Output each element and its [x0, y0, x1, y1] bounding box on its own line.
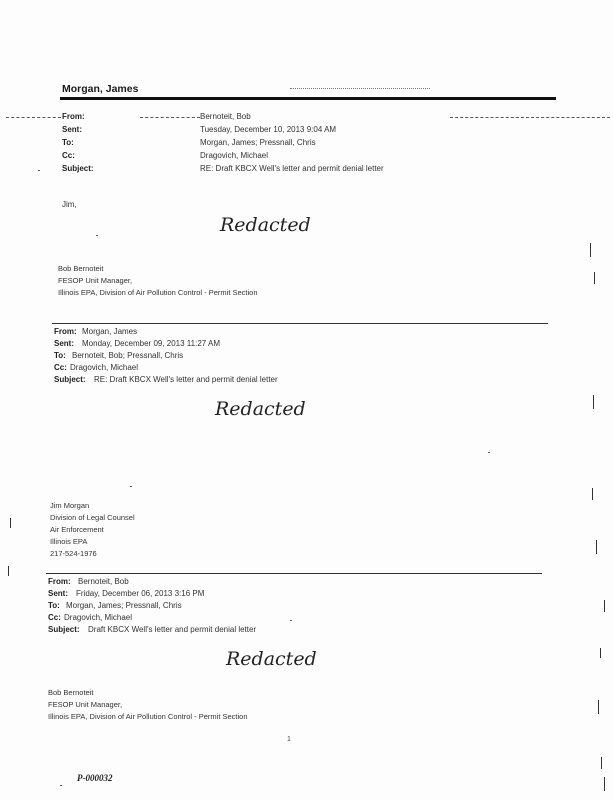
from-label: From: — [54, 327, 77, 336]
page-number: 1 — [287, 736, 291, 743]
to-value: Morgan, James; Pressnall, Chris — [66, 601, 182, 610]
cc-label: Cc: — [54, 363, 67, 372]
scan-artifact-mark — [8, 566, 9, 576]
subject-label: Subject: — [62, 164, 94, 173]
from-value: Bernoteit, Bob — [200, 112, 251, 121]
scan-artifact-mark — [600, 648, 601, 658]
scan-artifact-mark — [593, 395, 594, 409]
bates-number: P-000032 — [77, 773, 113, 783]
scan-artifact-mark — [592, 488, 593, 500]
scan-artifact-line — [450, 117, 610, 118]
to-label: To: — [48, 601, 60, 610]
cc-value: Dragovich, Michael — [200, 151, 269, 160]
scan-artifact-mark — [604, 600, 605, 612]
cc-value: Dragovich, Michael — [70, 363, 139, 372]
scan-speck — [488, 452, 490, 453]
sent-value: Friday, December 06, 2013 3:16 PM — [76, 589, 205, 598]
to-value: Bernoteit, Bob; Pressnall, Chris — [72, 351, 184, 360]
to-label: To: — [54, 351, 66, 360]
scan-artifact-mark — [594, 272, 595, 284]
to-label: To: — [62, 138, 74, 147]
scan-speck — [38, 170, 40, 171]
signature-title: Division of Legal Counsel — [50, 513, 135, 522]
cc-label: Cc: — [62, 151, 75, 160]
subject-label: Subject: — [54, 375, 86, 384]
scan-speck — [60, 785, 62, 786]
scan-artifact-line — [140, 117, 200, 118]
from-value: Morgan, James — [82, 327, 138, 336]
subject-label: Subject: — [48, 625, 80, 634]
scan-artifact-mark — [604, 777, 605, 791]
scan-artifact-mark — [596, 540, 597, 554]
scan-artifact-mark — [590, 243, 591, 257]
sent-label: Sent: — [62, 125, 82, 134]
scan-speck — [290, 620, 292, 621]
signature-title: FESOP Unit Manager, — [48, 700, 123, 709]
subject-value: RE: Draft KBCX Well's letter and permit denial letter — [200, 164, 384, 173]
header-rule — [60, 97, 556, 100]
greeting: Jim, — [62, 200, 77, 209]
signature-org: Illinois EPA, Division of Air Pollution Control - Permit Section — [48, 712, 248, 721]
signature-name: Bob Bernoteit — [48, 688, 94, 697]
cc-value: Dragovich, Michael — [64, 613, 133, 622]
signature-org: Illinois EPA — [50, 537, 88, 546]
signature-title: FESOP Unit Manager, — [58, 276, 133, 285]
subject-value: Draft KBCX Well's letter and permit denial letter — [88, 625, 257, 634]
from-label: From: — [62, 112, 85, 121]
subject-value: RE: Draft KBCX Well's letter and permit denial letter — [94, 375, 278, 384]
signature-name: Jim Morgan — [50, 501, 90, 510]
redacted-stamp: Redacted — [220, 214, 311, 236]
from-value: Bernoteit, Bob — [78, 577, 129, 586]
redacted-stamp: Redacted — [215, 398, 306, 420]
message-separator — [46, 573, 542, 574]
scan-artifact-mark — [10, 518, 11, 528]
signature-name: Bob Bernoteit — [58, 264, 104, 273]
scan-speck — [96, 235, 98, 236]
signature-phone: 217-524-1976 — [50, 549, 97, 558]
scan-artifact-line — [290, 88, 430, 90]
redacted-stamp: Redacted — [226, 648, 317, 670]
sent-value: Monday, December 09, 2013 11:27 AM — [82, 339, 221, 348]
cc-label: Cc: — [48, 613, 61, 622]
mailbox-owner-name: Morgan, James — [62, 83, 139, 95]
from-label: From: — [48, 577, 71, 586]
scan-artifact-line — [6, 117, 61, 118]
scan-artifact-mark — [601, 757, 602, 769]
signature-org: Illinois EPA, Division of Air Pollution Control - Permit Section — [58, 288, 258, 297]
scan-speck — [130, 486, 132, 487]
scan-artifact-mark — [598, 700, 599, 714]
sent-value: Tuesday, December 10, 2013 9:04 AM — [200, 125, 337, 134]
sent-label: Sent: — [54, 339, 74, 348]
sent-label: Sent: — [48, 589, 68, 598]
signature-dept: Air Enforcement — [50, 525, 104, 534]
message-separator — [52, 323, 548, 324]
to-value: Morgan, James; Pressnall, Chris — [200, 138, 316, 147]
